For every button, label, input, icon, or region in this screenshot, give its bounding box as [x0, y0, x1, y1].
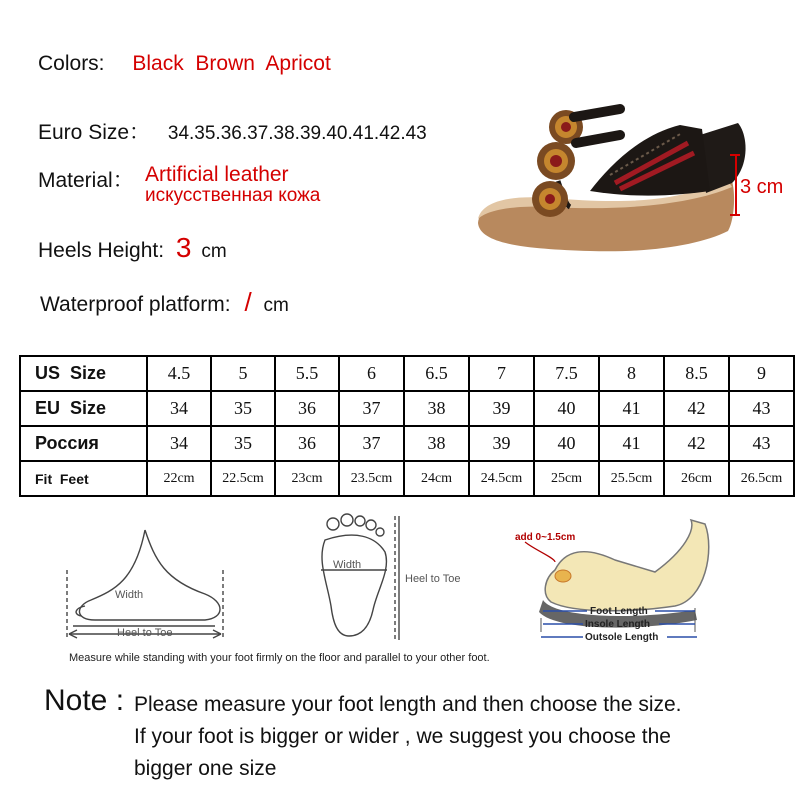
size-row-header: EU Size — [20, 391, 147, 426]
foot-length-label: Foot Length — [590, 606, 648, 617]
euro-size-row — [38, 116, 427, 146]
size-cell: 36 — [275, 391, 339, 426]
size-cell: 41 — [599, 391, 664, 426]
heel-height-value: 3 — [175, 232, 192, 263]
measure-caption: Measure while standing with your foot firmly on the floor and parallel to your other foot. — [69, 652, 490, 664]
size-cell: 5 — [211, 356, 275, 391]
size-cell: 25.5cm — [599, 461, 664, 496]
size-cell: 34 — [147, 391, 211, 426]
size-cell: 42 — [664, 426, 729, 461]
size-cell: 39 — [469, 426, 534, 461]
side-width-label: Width — [115, 589, 144, 601]
size-cell: 38 — [404, 391, 469, 426]
heel-height-label: Heels Height: — [38, 239, 165, 262]
size-cell: 43 — [729, 426, 794, 461]
euro-size-label: Euro Size： — [38, 121, 151, 144]
heel-height-unit: cm — [201, 241, 227, 262]
heel-height-row — [38, 232, 227, 264]
size-cell: 42 — [664, 391, 729, 426]
size-cell: 37 — [339, 391, 404, 426]
size-cell: 22cm — [147, 461, 211, 496]
size-cell: 8.5 — [664, 356, 729, 391]
size-cell: 23.5cm — [339, 461, 404, 496]
size-row-header: Fit Feet — [20, 461, 147, 496]
size-cell: 40 — [534, 391, 599, 426]
foot-top-view — [321, 514, 399, 640]
size-table-row — [20, 391, 794, 426]
size-cell: 39 — [469, 391, 534, 426]
top-heel-to-toe-label: Heel to Toe — [405, 573, 461, 585]
size-cell: 24.5cm — [469, 461, 534, 496]
size-cell: 8 — [599, 356, 664, 391]
material-value-ru: искусственная кожа — [145, 185, 321, 206]
size-cell: 37 — [339, 426, 404, 461]
size-cell: 9 — [729, 356, 794, 391]
size-cell: 4.5 — [147, 356, 211, 391]
size-cell: 23cm — [275, 461, 339, 496]
side-heel-to-toe-label: Heel to Toe — [117, 627, 173, 639]
size-table-row — [20, 461, 794, 496]
size-cell: 26cm — [664, 461, 729, 496]
size-cell: 6.5 — [404, 356, 469, 391]
platform-label: Waterproof platform: — [40, 293, 231, 316]
size-cell: 22.5cm — [211, 461, 275, 496]
note-line-2: If your foot is bigger or wider , we suggest you choose the — [134, 725, 671, 748]
insole-length-label: Insole Length — [585, 619, 650, 630]
colors-row — [38, 52, 331, 76]
size-row-header: US Size — [20, 356, 147, 391]
size-cell: 7 — [469, 356, 534, 391]
size-cell: 35 — [211, 426, 275, 461]
add-length-label: add 0~1.5cm — [515, 532, 576, 543]
heel-annotation: 3 cm — [740, 176, 784, 198]
colors-value: Black Brown Apricot — [132, 52, 331, 75]
size-cell: 7.5 — [534, 356, 599, 391]
measure-diagram — [55, 510, 755, 668]
size-cell: 5.5 — [275, 356, 339, 391]
size-table-row — [20, 356, 794, 391]
size-cell: 24cm — [404, 461, 469, 496]
size-cell: 35 — [211, 391, 275, 426]
platform-row — [40, 287, 289, 318]
note-title: Note : — [44, 684, 125, 717]
euro-size-value: 34.35.36.37.38.39.40.41.42.43 — [167, 123, 427, 144]
size-cell: 6 — [339, 356, 404, 391]
size-cell: 36 — [275, 426, 339, 461]
size-table-row — [20, 426, 794, 461]
size-row-header: Россия — [20, 426, 147, 461]
size-cell: 41 — [599, 426, 664, 461]
size-cell: 40 — [534, 426, 599, 461]
platform-value: / — [244, 287, 252, 317]
size-cell: 26.5cm — [729, 461, 794, 496]
outsole-length-label: Outsole Length — [585, 632, 659, 643]
material-label: Material： — [38, 169, 134, 192]
colors-label: Colors: — [38, 52, 105, 75]
note-line-1: Please measure your foot length and then choose the size. — [134, 693, 682, 716]
size-cell: 43 — [729, 391, 794, 426]
size-cell: 25cm — [534, 461, 599, 496]
platform-unit: cm — [263, 295, 289, 316]
size-cell: 34 — [147, 426, 211, 461]
note-line-3: bigger one size — [134, 757, 277, 780]
size-table — [19, 355, 795, 497]
foot-side-view — [67, 530, 223, 638]
top-width-label: Width — [333, 559, 362, 571]
size-cell: 38 — [404, 426, 469, 461]
material-value-en: Artificial leather — [145, 163, 289, 186]
